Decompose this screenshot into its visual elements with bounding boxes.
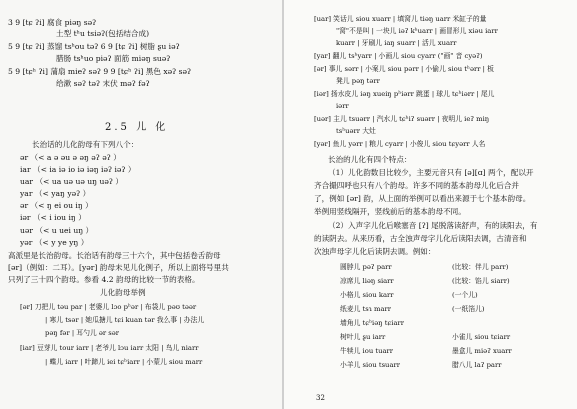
paragraph-line: 次浊声母字儿化后读阴去调。例如：	[314, 247, 436, 256]
dialect-row: 腊肠 tsʰuo piəʔ 面筋 miəŋ suəʔ	[56, 54, 171, 63]
paragraph-line: 的读阴去。从来历看，古全浊声母字儿化后读阳去调，古清音和	[314, 234, 527, 243]
paragraph-line: 只列了三十四个韵母。参看 4.2 韵母的比较一节的表格。	[8, 275, 200, 284]
example-line: [ər] 刀把儿 təu par | 老婆儿 lɔo pʰər | 布袋儿 pəʊ təər	[20, 303, 197, 311]
example-line: tsʰuərr 大灶	[336, 127, 376, 135]
table-title: 儿化韵母举例	[100, 288, 146, 297]
paragraph-line: 了，例如 [ər] 韵，从上面的举例可以看出来源于七个基本韵母。	[314, 194, 531, 203]
example-line: "窝"不是叫 | 一块儿 iəʔ kʰuarr | 画冒形儿 xiəu iarr	[336, 27, 498, 35]
example-line: | 蝶儿 iarr | 叶蹄儿 iei tɕʰiarr | 小蒙儿 siou marr	[45, 358, 203, 366]
example-line: [ər] 事儿 sərr | 小案儿 siou pərr | 小偷儿 siou tʰərr | 板	[314, 65, 494, 73]
dialect-row: 土型 tʰu tsiəʔ(包括结合成)	[56, 29, 150, 38]
pair-left: 树叶儿 ʂu iarr	[340, 333, 386, 341]
pair-right: (一个儿)	[452, 291, 478, 299]
paragraph-line: 齐合撮四呼也只有八个韵母。许多不同的基本韵母儿化后合并	[314, 181, 520, 190]
pair-right: 小雀儿 siou tɕiarr	[452, 333, 511, 341]
final-row: yar （< yaŋ yəʔ ）	[20, 189, 91, 198]
final-row: uar （< ua uə uə uŋ uəʔ ）	[20, 177, 123, 186]
dialect-row: 5 9 [tɕ ʔi] 蒸馏 tsʰou təʔ 6 9 [tɕ ʔi] 树脂 ʂu iəʔ	[8, 42, 180, 51]
example-line: [yar] 翻儿 tsʰyarr | 小画儿 siou cyarr ("画" 音 cyəʔ)	[314, 52, 483, 60]
right-page	[284, 0, 577, 409]
pair-left: 小格儿 siou karr	[340, 291, 394, 299]
paragraph-line: [ər]（例如：二耳）。[yər] 韵母未见儿化例子，所以上面将号里共	[8, 263, 229, 272]
example-line: [iar] 豆芽儿 tour iarr | 老爷儿 lɔu iarr 太阳 | 鸟儿 niarr	[20, 344, 199, 352]
intro-text: 长治话的儿化韵母有下列八个：	[32, 140, 139, 149]
page-number: 32	[316, 394, 325, 402]
dialect-row: 给漱 səʔ təʔ 末伏 məʔ fəʔ	[56, 79, 150, 88]
example-line: [uər] 主儿 tsuərr | 汽水儿 tɕʰiʔ suərr | 夜明儿 ieʔ miŋ	[314, 115, 490, 123]
final-row: iar （< ia iə io iə iəŋ iəʔ iəʔ ）	[20, 165, 136, 174]
example-line: [iər] 扬水皮儿 iəŋ xueiŋ pʰiərr 跳蛋 | 球儿 tɕʰiərr | 尾儿	[314, 90, 495, 98]
pair-right: (一纸箔儿)	[452, 305, 485, 313]
left-page	[0, 0, 282, 409]
example-line: [yər] 鱼儿 yərr | 粮儿 cyarr | 小俊儿 siou tɕyərr 人名	[314, 140, 486, 148]
pair-right: 腊八儿 laʔ parr	[452, 361, 502, 369]
example-line: [uar] 笑话儿 siou xuarr | 填窝儿 tiəŋ uarr 米缸子的量	[314, 15, 487, 23]
paragraph-line: 高派里是长治韵母。长治话有韵母三十六个，其中包括卷舌韵母	[8, 251, 221, 260]
final-row: yər （< y ye yŋ ）	[20, 238, 89, 247]
example-line: 凳儿 pəŋ tərr	[336, 77, 380, 85]
example-line: | 寒儿 tsər | 她瓜搪儿 tɕi kuan tər 我么事 | 办法儿	[45, 316, 205, 324]
final-row: ər （< a ə əu ə əŋ əʔ əʔ ）	[20, 153, 121, 162]
final-row: uər （< u uei uŋ ）	[20, 226, 94, 235]
dialect-row: 3 9 [tɕ ʔi] 腐食 piəŋ səʔ	[8, 18, 97, 27]
final-row: iər （< i iou iŋ ）	[20, 213, 86, 222]
section-title: 2.5 儿 化	[105, 122, 169, 133]
pair-left: 小羊儿 siou tsuarr	[340, 361, 400, 369]
pair-right: (比较：馅儿 siarr)	[452, 277, 510, 285]
pair-left: 圆脖儿 pəʔ parr	[340, 263, 392, 271]
pair-right: (比较：伴儿 parr)	[452, 263, 509, 271]
pair-left: 凉席儿 liəŋ siarr	[340, 277, 394, 285]
example-line: iərr	[336, 102, 349, 110]
paragraph-line: （2）入声字儿化后喉塞音 [ʔ] 尾脱落读舒声，有的读阳去，有	[328, 221, 538, 230]
example-line: pəŋ fər | 耳勺儿 ər sər	[45, 329, 120, 337]
dialect-row: 5 9 [tɕʰ ʔi] 蒲扇 mieʔ səʔ 9 9 [tɕʰ ʔi] 黑色 xəʔ səʔ	[8, 67, 192, 76]
pair-left: 纸麦儿 tsɿ marr	[340, 305, 392, 313]
pair-left: 墙角儿 tɕʰiəŋ tɕiarr	[340, 319, 405, 327]
paragraph-line: （1）儿化韵数目比较少，主要元音只有 [ə][ɑ] 两个，配以开	[328, 168, 534, 177]
example-line: kuarr | 牙刷儿 iaŋ suarr | 活儿 xuarr	[336, 39, 457, 47]
pair-left: 牛犊儿 iou tuarr	[340, 347, 394, 355]
pair-right: 墨盒儿 miəʔ xuarr	[452, 347, 512, 355]
paragraph-line: 举例用竖线隔开，竖线前后的基本韵母不同。	[314, 207, 466, 216]
final-row: ər （< ŋ ei ou iŋ ）	[20, 201, 93, 210]
paragraph-line: 长治的儿化有四个特点：	[328, 155, 412, 164]
